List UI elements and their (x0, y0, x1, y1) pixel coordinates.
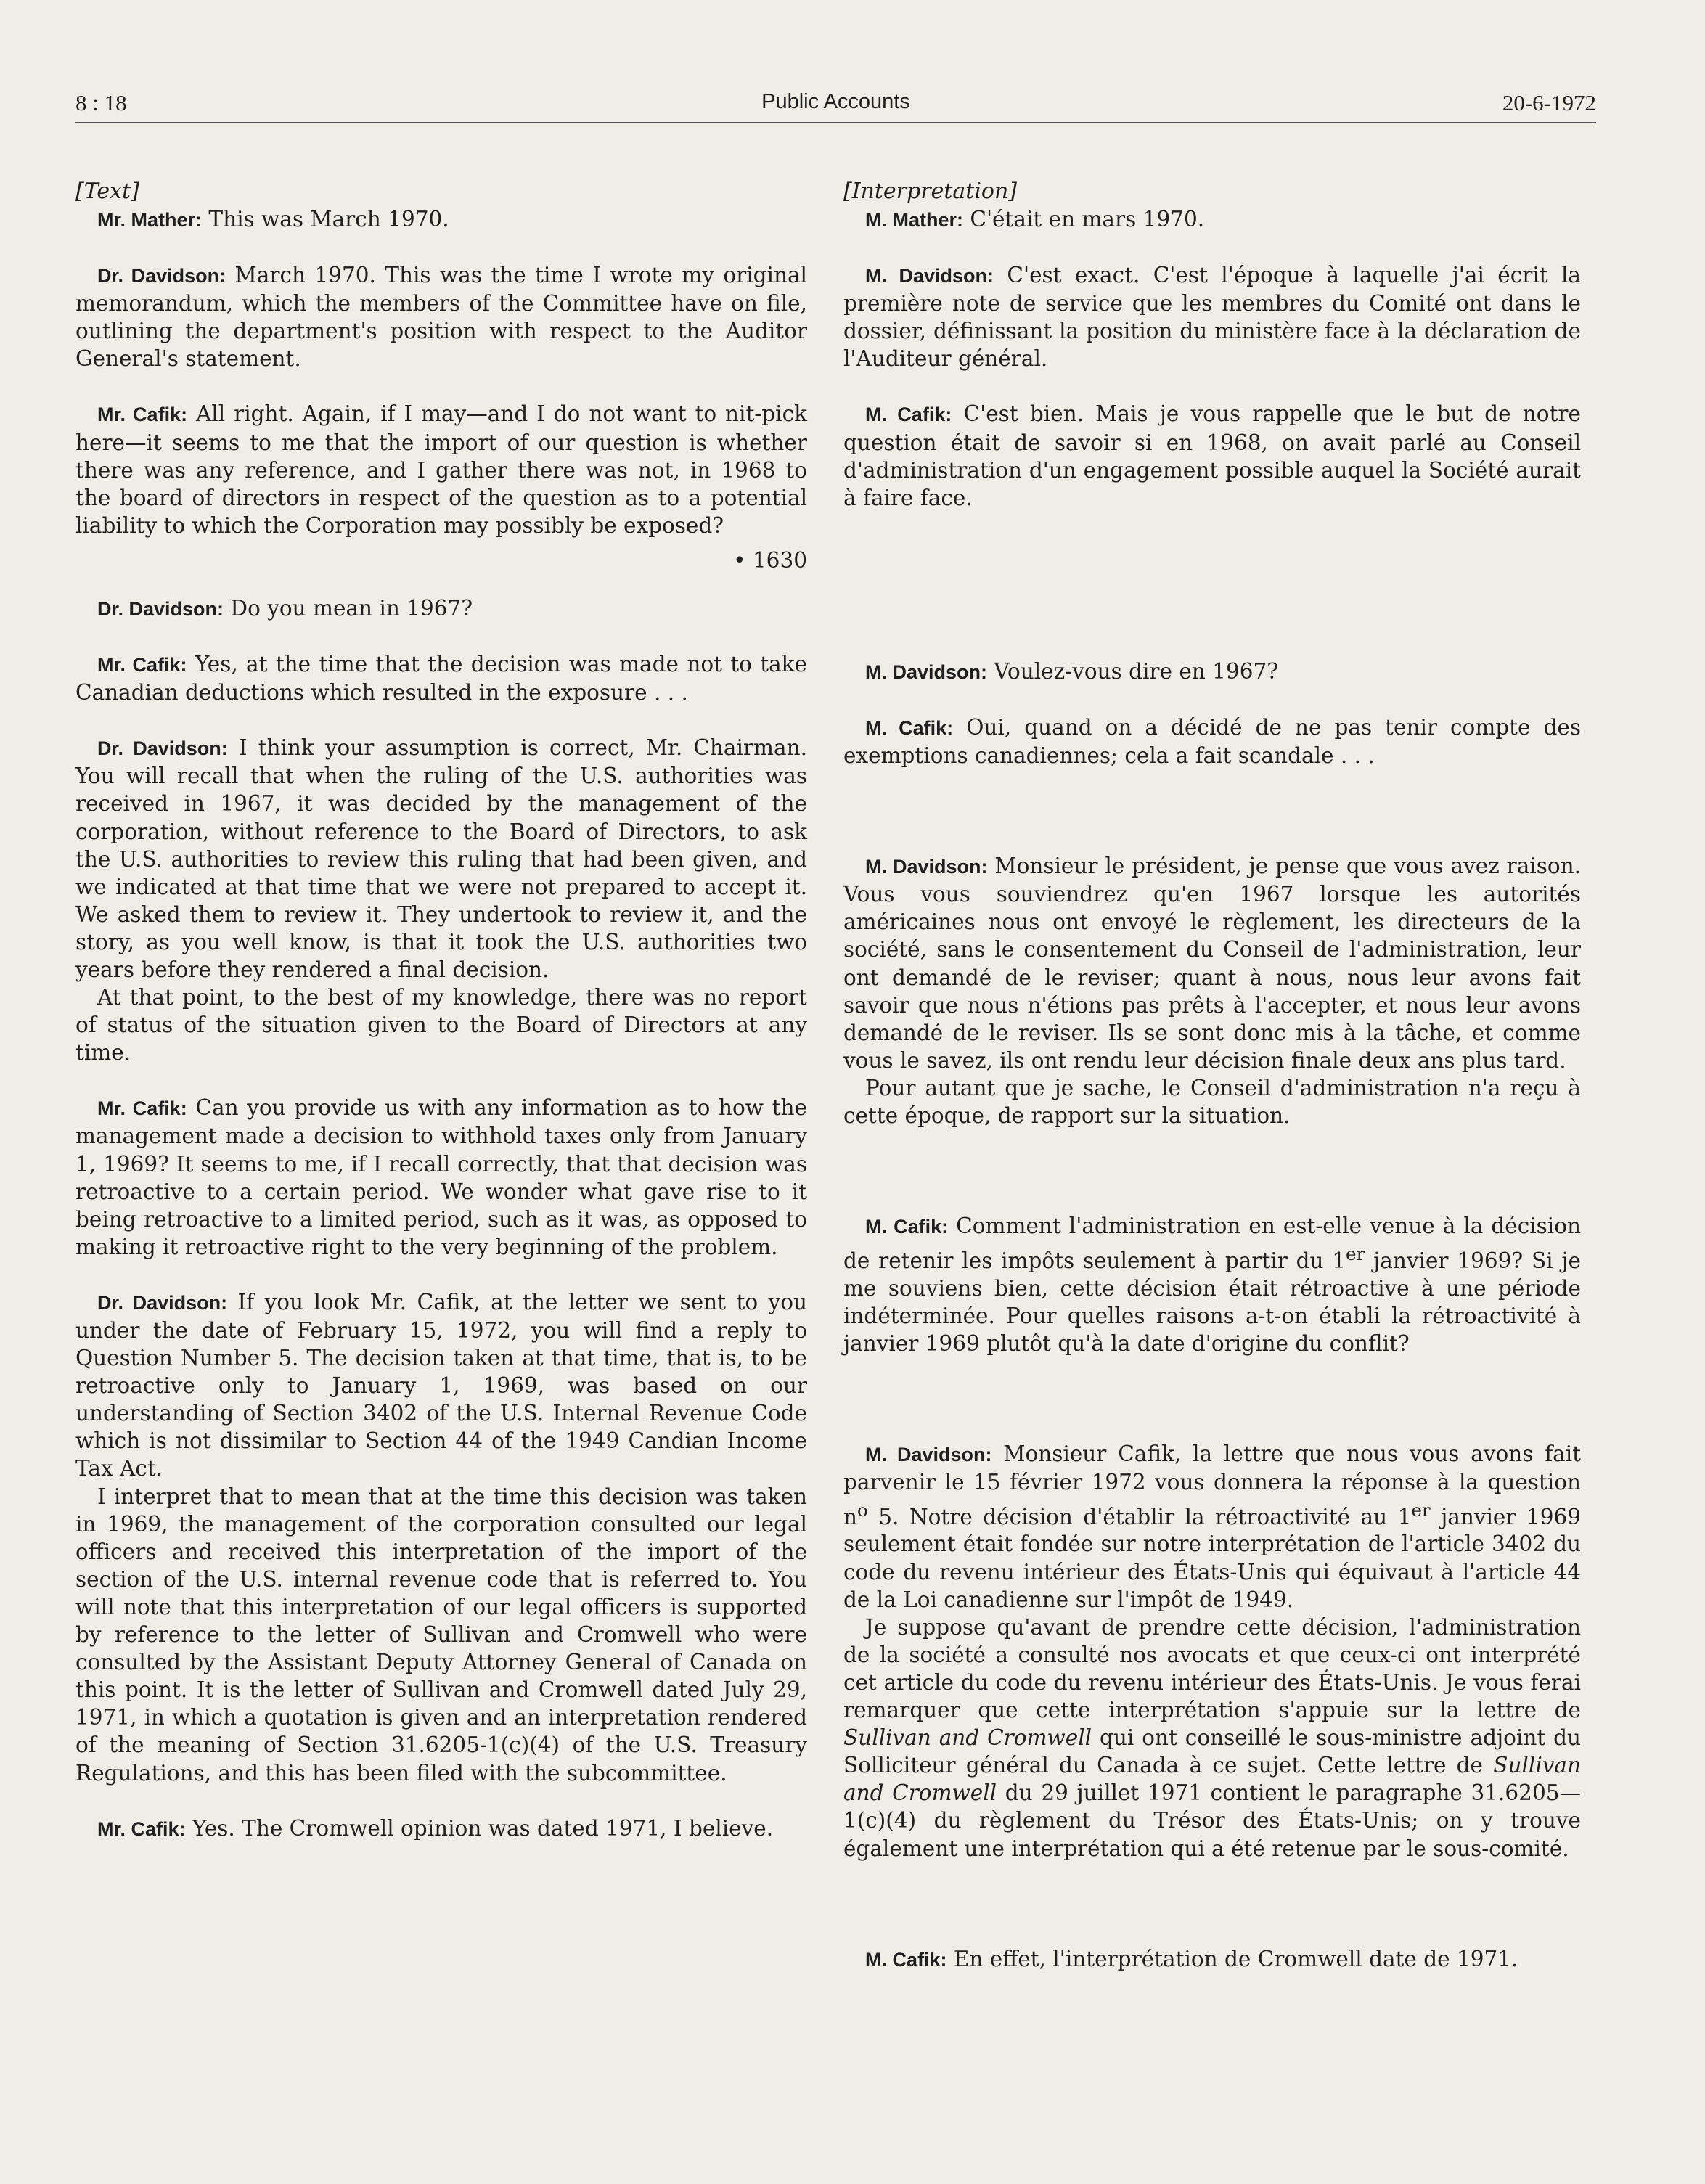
paragraph (75, 594, 807, 623)
paragraph (843, 1212, 1581, 1357)
speech-text: If you look Mr. Cafik, at the letter we sent to you under the date of February 15, 1972, you will find a reply to Question Number 5. The decision taken at that time, that is, to be retroactive only to January 1, 1969, was based on our understanding of Section 3402 of the U.S. Internal Revenue Code which is not dissimilar to Section 44 of the 1949 Candian Income Tax Act. (75, 1289, 807, 1481)
speech-text: March 1970. This was the time I wrote my original memorandum, which the members of the Committee have on file, outlining the department's position with respect to the Auditor General's statement. (75, 263, 807, 372)
speech-text: I think your assumption is correct, Mr. Chairman. You will recall that when the ruling of the U.S. authorities was received in 1967, it was decided by the management of the corporation, without reference to the Board of Directors, to ask the U.S. authorities to review this ruling that had been given, and we indicated at that time that we were not prepared to accept it. We asked them to review it. They undertook to review it, and the story, as you well know, is that it took the U.S. authorities two years before they rendered a final decision. (75, 735, 807, 982)
speech-text: Yes. The Cromwell opinion was dated 1971, I believe. (185, 1815, 774, 1841)
speech-text: Yes, at the time that the decision was made not to take Canadian deductions which resulted in the exposure . . . (75, 652, 807, 705)
superscript: o (857, 1499, 868, 1521)
italic-text: Sullivan and Cromwell (843, 1725, 1092, 1751)
paragraph (75, 400, 807, 539)
speaker-name: Mr. Cafik: (97, 404, 188, 426)
speech-text: qui ont conseillé le sous-ministre adjoint du Solliciteur général du Canada à ce sujet. Cette lettre de (843, 1725, 1581, 1778)
paragraph (75, 650, 807, 706)
page-header (75, 86, 1596, 123)
speaker-name: Mr. Cafik: (97, 654, 187, 676)
paragraph (75, 1288, 807, 1483)
speaker-name: M. Mather: (865, 209, 963, 231)
paragraph (843, 205, 1581, 234)
speaker-name: M. Cafik: (865, 404, 952, 426)
speaker-name: Mr. Cafik: (97, 1817, 186, 1840)
paragraph (843, 1945, 1581, 1974)
paragraph (843, 852, 1581, 1074)
speech-text: C'était en mars 1970. (963, 207, 1205, 232)
speech-text: Do you mean in 1967? (224, 595, 473, 621)
paragraph (843, 261, 1581, 372)
speech-text: C'est exact. C'est l'époque à laquelle j'ai écrit la première note de service que les membres du Comité ont dans le dossier, définissant la position du ministère face à la déclaration de l'Auditeur général. (843, 263, 1581, 372)
speech-text: janvier 1969? Si je me souviens bien, cette décision était rétroactive à une période indéterminée. Pour quelles raisons a-t-on établi la rétroactivité à janvier 1969 plutôt qu'à la date d'origine du conflit? (843, 1248, 1581, 1357)
speaker-name: Dr. Davidson: (97, 265, 226, 287)
speaker-name: Mr. Mather: (97, 209, 203, 231)
speaker-name: Dr. Davidson: (97, 737, 228, 760)
speech-text: du 29 juillet 1971 contient le paragraphe 31.6205—1(c)(4) du règlement du Trésor des États-Unis; on y trouve également une interprétation qui a été retenue par le sous-comité. (843, 1780, 1581, 1861)
speaker-name: M. Cafik: (865, 1216, 949, 1238)
paragraph (843, 713, 1581, 769)
speech-text: Je suppose qu'avant de prendre cette décision, l'administration de la société a consulté nos avocats et que ceux-ci ont interprété cet article du code du revenu intérieur des États-Unis. Je vous ferai remarquer que cette interprétation s'appuie sur la lettre de (843, 1614, 1581, 1723)
paragraph: Pour autant que je sache, le Conseil d'administration n'a reçu à cette époque, de rapport sur la situation. (843, 1075, 1581, 1128)
speech-text: Monsieur Cafik, la lettre que nous vous avons fait parvenir le 15 février 1972 vous donnera la réponse à la question n (843, 1441, 1581, 1529)
paragraph (75, 734, 807, 983)
speech-text: janvier 1969 seulement était fondée sur notre interprétation de l'article 3402 du code du revenu intérieur des États-Unis qui équivaut à l'article 44 de la Loi canadienne sur l'impôt de 1949. (843, 1504, 1581, 1612)
speaker-name: Mr. Cafik: (97, 1097, 187, 1120)
speech-text: Can you provide us with any information as to how the management made a decision to withhold taxes only from January 1, 1969? It seems to me, if I recall correctly, that that decision was retroactive to a certain period. We wonder what gave rise to it being retroactive to a limited period, such as it was, as opposed to making it retroactive right to the very beginning of the problem. (75, 1095, 808, 1259)
speech-text: All right. Again, if I may—and I do not want to nit-pick here—it seems to me that the import of our question is whether there was any reference, and I gather there was not, in 1968 to the board of directors in respect of the question as to a potential liability to which the Corporation may possibly be exposed? (75, 401, 807, 538)
paragraph (843, 1614, 1581, 1862)
speech-text: Monsieur le président, je pense que vous avez raison. Vous vous souviendrez qu'en 1967 lorsque les autorités américaines nous ont envoyé le règlement, les directeurs de la société, sans le consentement du Conseil de l'administration, leur ont demandé de le reviser; quant à nous, nous leur avons fait savoir que nous n'étions pas prêts à l'accepter, et nous leur avons demandé de le reviser. Ils se sont donc mis à la tâche, et comme vous le savez, ils ont rendu leur décision finale deux ans plus tard. (843, 854, 1581, 1073)
time-marker: • 1630 (733, 547, 807, 573)
speaker-name: M. Davidson: (865, 1444, 992, 1466)
paragraph (843, 1440, 1581, 1613)
speaker-name: Dr. Davidson: (97, 597, 224, 620)
speaker-name: Dr. Davidson: (97, 1291, 228, 1314)
speaker-name: M. Davidson: (865, 856, 988, 878)
speech-text: This was March 1970. (202, 207, 449, 232)
paragraph (843, 400, 1581, 511)
speech-text: En effet, l'interprétation de Cromwell date de 1971. (946, 1946, 1518, 1971)
paragraph: At that point, to the best of my knowledge, there was no report of status of the situation given to the Board of Directors at any time. (75, 985, 807, 1066)
paragraph (843, 658, 1581, 686)
speaker-name: M. Davidson: (865, 265, 994, 287)
speaker-name: M. Cafik: (865, 1948, 947, 1971)
speech-text: Voulez-vous dire en 1967? (987, 658, 1279, 684)
speaker-name: M. Davidson: (865, 660, 988, 683)
french-column (843, 178, 1581, 1974)
paragraph (75, 205, 807, 234)
speech-text: 5. Notre décision d'établir la rétroactivité au 1 (867, 1504, 1412, 1529)
superscript: er (1346, 1243, 1365, 1265)
paragraph (75, 1815, 807, 1843)
interpretation-label: [Interpretation] (843, 179, 1018, 204)
text-label: [Text] (75, 179, 139, 204)
page-number: 8 : 18 (75, 90, 127, 115)
paragraph (75, 261, 807, 372)
paragraph (75, 1094, 807, 1261)
paragraph: I interpret that to mean that at the time this decision was taken in 1969, the management of the corporation consulted our legal officers and received this interpretation of the import of the section of the U.S. internal revenue code that is referred to. You will note that this interpretation of our legal officers is supported by reference to the letter of Sullivan and Cromwell who were consulted by the Assistant Deputy Attorney General of Canada on this point. It is the letter of Sullivan and Cromwell dated July 29, 1971, in which a quotation is given and an interpretation rendered of the meaning of Section 31.6205-1(c)(4) of the U.S. Treasury Regulations, and this has been filed with the subcommittee. (75, 1484, 807, 1786)
speech-text: Oui, quand on a décidé de ne pas tenir compte des exemptions canadiennes; cela a fait scandale . . . (843, 714, 1581, 769)
english-column (75, 178, 807, 1843)
speaker-name: M. Cafik: (865, 716, 954, 739)
speech-text: C'est bien. Mais je vous rappelle que le but de notre question était de savoir si en 1968, on avait parlé au Conseil d'administration d'un engagement possible auquel la Société aurait à faire face. (843, 401, 1581, 510)
page-title: Public Accounts (761, 90, 910, 113)
italic-text: Sullivan and Cromwell (843, 1753, 1581, 1806)
speech-text: Comment l'administration en est-elle venue à la décision de retenir les impôts seulement à partir du 1 (843, 1214, 1581, 1273)
superscript: er (1411, 1499, 1431, 1521)
page-date: 20-6-1972 (1502, 90, 1596, 115)
